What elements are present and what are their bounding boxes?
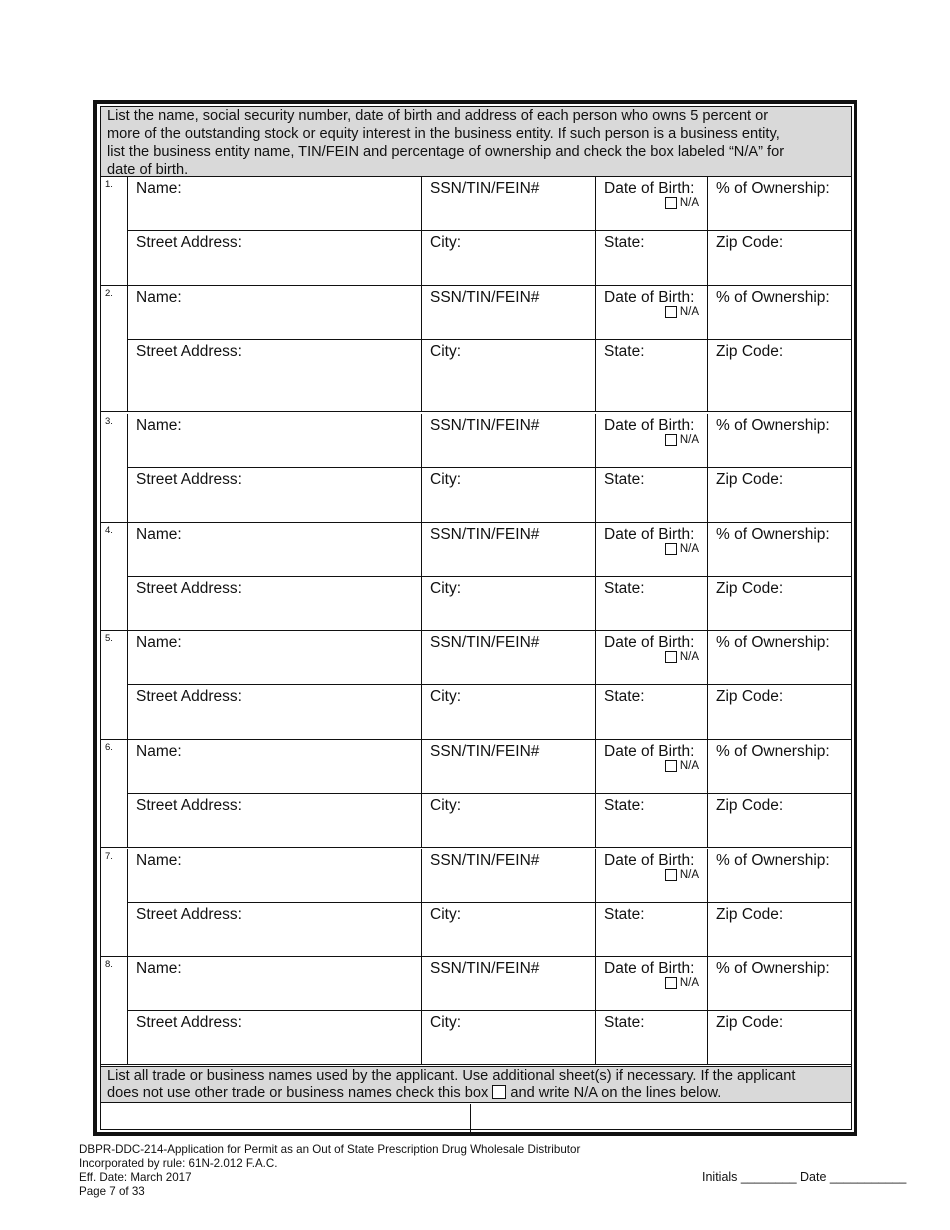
city-label: City:: [430, 906, 461, 923]
na-label: N/A: [679, 760, 699, 772]
name-field[interactable]: [127, 177, 421, 230]
owner-identity-row: [127, 286, 851, 340]
zip-field[interactable]: [707, 468, 851, 522]
initials-date-line: Initials ________ Date ___________: [702, 1170, 907, 1184]
na-checkbox[interactable]: [665, 197, 677, 209]
zip-label: Zip Code:: [716, 580, 784, 597]
zip-label: Zip Code:: [716, 688, 784, 705]
name-label: Name:: [136, 289, 182, 306]
city-field[interactable]: [421, 577, 595, 630]
name-field[interactable]: [127, 957, 421, 1010]
state-field[interactable]: [595, 903, 707, 956]
name-field[interactable]: [127, 286, 421, 339]
zip-label: Zip Code:: [716, 471, 784, 488]
city-field[interactable]: [421, 685, 595, 739]
dob-label: Date of Birth:: [604, 852, 695, 869]
state-label: State:: [604, 580, 645, 597]
entry-number-cell: [101, 286, 127, 412]
state-label: State:: [604, 797, 645, 814]
ssn-label: SSN/TIN/FEIN#: [430, 417, 540, 434]
dob-label: Date of Birth:: [604, 417, 695, 434]
state-field[interactable]: [595, 577, 707, 630]
owner-address-row: [127, 577, 851, 631]
entry-number: 4.: [105, 525, 113, 536]
dob-field[interactable]: [595, 523, 707, 576]
rule-reference: Incorporated by rule: 61N-2.012 F.A.C.: [79, 1157, 278, 1170]
zip-label: Zip Code:: [716, 343, 784, 360]
owner-identity-row: [127, 414, 851, 468]
na-label: N/A: [679, 306, 699, 318]
na-checkbox[interactable]: [665, 760, 677, 772]
owner-address-row: [127, 903, 851, 957]
ownership-field[interactable]: [707, 414, 851, 467]
trade-names-instructions: [101, 1066, 851, 1103]
ownership-label: % of Ownership:: [716, 743, 830, 760]
zip-field[interactable]: [707, 794, 851, 847]
name-field[interactable]: [127, 849, 421, 902]
ownership-field[interactable]: [707, 957, 851, 1010]
dob-label: Date of Birth:: [604, 289, 695, 306]
state-label: State:: [604, 234, 645, 251]
na-option[interactable]: [665, 434, 699, 446]
na-checkbox[interactable]: [665, 977, 677, 989]
ownership-form: [93, 100, 857, 1136]
entry-number: 1.: [105, 179, 113, 190]
na-checkbox[interactable]: [665, 869, 677, 881]
trade-line-2-end: and write N/A on the lines below.: [510, 1085, 722, 1101]
city-label: City:: [430, 688, 461, 705]
na-checkbox[interactable]: [665, 651, 677, 663]
state-label: State:: [604, 343, 645, 360]
name-label: Name:: [136, 417, 182, 434]
ssn-label: SSN/TIN/FEIN#: [430, 289, 540, 306]
ssn-field[interactable]: [421, 177, 595, 230]
owner-identity-row: [127, 177, 851, 231]
dob-field[interactable]: [595, 414, 707, 467]
street-field[interactable]: [127, 903, 421, 956]
owner-address-row: [127, 231, 851, 286]
na-checkbox[interactable]: [665, 306, 677, 318]
zip-label: Zip Code:: [716, 797, 784, 814]
state-field[interactable]: [595, 1011, 707, 1064]
ssn-field[interactable]: [421, 740, 595, 793]
trade-line-2-start: does not use other trade or business names check this box: [107, 1085, 489, 1101]
owner-identity-row: [127, 957, 851, 1011]
ownership-field[interactable]: [707, 177, 851, 230]
zip-field[interactable]: [707, 1011, 851, 1064]
city-label: City:: [430, 471, 461, 488]
state-field[interactable]: [595, 340, 707, 411]
entry-number: 5.: [105, 633, 113, 644]
street-label: Street Address:: [136, 343, 242, 360]
owner-address-row: [127, 794, 851, 848]
ownership-label: % of Ownership:: [716, 526, 830, 543]
entry-number-cell: [101, 177, 127, 286]
zip-field[interactable]: [707, 903, 851, 956]
dob-field[interactable]: [595, 957, 707, 1010]
name-field[interactable]: [127, 523, 421, 576]
ownership-label: % of Ownership:: [716, 180, 830, 197]
state-label: State:: [604, 906, 645, 923]
instruction-line: date of birth.: [107, 162, 189, 178]
na-checkbox[interactable]: [665, 543, 677, 555]
na-option[interactable]: [665, 869, 699, 881]
zip-field[interactable]: [707, 685, 851, 739]
city-label: City:: [430, 343, 461, 360]
dob-field[interactable]: [595, 849, 707, 902]
dob-field[interactable]: [595, 631, 707, 684]
zip-label: Zip Code:: [716, 1014, 784, 1031]
dob-field[interactable]: [595, 177, 707, 230]
zip-field[interactable]: [707, 231, 851, 285]
zip-label: Zip Code:: [716, 234, 784, 251]
instruction-line: more of the outstanding stock or equity interest in the business entity. If such person is a business entity,: [107, 126, 780, 142]
na-label: N/A: [679, 434, 699, 446]
ssn-field[interactable]: [421, 631, 595, 684]
page-number: Page 7 of 33: [79, 1185, 145, 1198]
city-field[interactable]: [421, 903, 595, 956]
entry-number: 2.: [105, 288, 113, 299]
ownership-instructions: [101, 107, 851, 177]
dob-label: Date of Birth:: [604, 743, 695, 760]
zip-field[interactable]: [707, 577, 851, 630]
street-label: Street Address:: [136, 797, 242, 814]
na-label: N/A: [679, 543, 699, 555]
owner-address-row: [127, 1011, 851, 1065]
name-label: Name:: [136, 634, 182, 651]
na-option[interactable]: [665, 977, 699, 989]
street-field[interactable]: [127, 1011, 421, 1064]
state-label: State:: [604, 688, 645, 705]
entry-number-cell: [101, 414, 127, 523]
ownership-field[interactable]: [707, 849, 851, 902]
na-label: N/A: [679, 197, 699, 209]
city-label: City:: [430, 797, 461, 814]
city-label: City:: [430, 234, 461, 251]
ssn-field[interactable]: [421, 957, 595, 1010]
trade-name-field-1[interactable]: [101, 1104, 471, 1136]
na-option[interactable]: [665, 543, 699, 555]
dob-field[interactable]: [595, 740, 707, 793]
owner-address-row: [127, 468, 851, 523]
ownership-field[interactable]: [707, 286, 851, 339]
dob-label: Date of Birth:: [604, 526, 695, 543]
dob-label: Date of Birth:: [604, 180, 695, 197]
trade-name-field-2[interactable]: [471, 1104, 851, 1136]
city-field[interactable]: [421, 340, 595, 411]
street-field[interactable]: [127, 685, 421, 739]
entry-number-cell: [101, 523, 127, 631]
name-label: Name:: [136, 743, 182, 760]
owner-address-row: [127, 685, 851, 740]
owner-identity-row: [127, 523, 851, 577]
trade-line-1: List all trade or business names used by the applicant. Use additional sheet(s) if necessary. If the applicant: [107, 1068, 796, 1084]
name-label: Name:: [136, 960, 182, 977]
name-label: Name:: [136, 180, 182, 197]
city-field[interactable]: [421, 231, 595, 285]
ssn-label: SSN/TIN/FEIN#: [430, 180, 540, 197]
state-field[interactable]: [595, 794, 707, 847]
form-inner: [100, 106, 852, 1130]
entry-number-cell: [101, 631, 127, 740]
ownership-label: % of Ownership:: [716, 634, 830, 651]
ssn-field[interactable]: [421, 286, 595, 339]
na-option[interactable]: [665, 306, 699, 318]
entry-number: 8.: [105, 959, 113, 970]
ssn-label: SSN/TIN/FEIN#: [430, 852, 540, 869]
entry-number: 7.: [105, 851, 113, 862]
state-field[interactable]: [595, 468, 707, 522]
na-label: N/A: [679, 869, 699, 881]
na-checkbox[interactable]: [665, 434, 677, 446]
entry-number: 6.: [105, 742, 113, 753]
city-field[interactable]: [421, 468, 595, 522]
ssn-field[interactable]: [421, 414, 595, 467]
name-label: Name:: [136, 852, 182, 869]
dob-label: Date of Birth:: [604, 634, 695, 651]
name-field[interactable]: [127, 740, 421, 793]
entry-number: 3.: [105, 416, 113, 427]
city-label: City:: [430, 1014, 461, 1031]
city-label: City:: [430, 580, 461, 597]
ssn-label: SSN/TIN/FEIN#: [430, 743, 540, 760]
instruction-line: list the business entity name, TIN/FEIN and percentage of ownership and check the box labeled “N/A” for: [107, 144, 785, 160]
name-field[interactable]: [127, 414, 421, 467]
na-option[interactable]: [665, 651, 699, 663]
state-label: State:: [604, 471, 645, 488]
name-field[interactable]: [127, 631, 421, 684]
na-label: N/A: [679, 651, 699, 663]
ownership-label: % of Ownership:: [716, 417, 830, 434]
street-label: Street Address:: [136, 688, 242, 705]
street-label: Street Address:: [136, 580, 242, 597]
ownership-field[interactable]: [707, 740, 851, 793]
street-field[interactable]: [127, 577, 421, 630]
instruction-line: List the name, social security number, date of birth and address of each person who owns 5 percent or: [107, 108, 769, 124]
street-label: Street Address:: [136, 234, 242, 251]
owner-identity-row: [127, 631, 851, 685]
page-footer: [79, 1143, 580, 1199]
zip-label: Zip Code:: [716, 906, 784, 923]
ssn-label: SSN/TIN/FEIN#: [430, 634, 540, 651]
state-label: State:: [604, 1014, 645, 1031]
na-option[interactable]: [665, 197, 699, 209]
ssn-label: SSN/TIN/FEIN#: [430, 960, 540, 977]
ownership-label: % of Ownership:: [716, 960, 830, 977]
ssn-field[interactable]: [421, 849, 595, 902]
owner-address-row: [127, 340, 851, 412]
entry-number-cell: [101, 849, 127, 957]
owner-identity-row: [127, 740, 851, 794]
street-field[interactable]: [127, 340, 421, 411]
street-label: Street Address:: [136, 906, 242, 923]
city-field[interactable]: [421, 1011, 595, 1064]
entry-number-cell: [101, 957, 127, 1065]
owner-identity-row: [127, 849, 851, 903]
ownership-field[interactable]: [707, 523, 851, 576]
na-label: N/A: [679, 977, 699, 989]
entry-number-cell: [101, 740, 127, 848]
ssn-field[interactable]: [421, 523, 595, 576]
no-trade-names-checkbox[interactable]: [492, 1085, 506, 1099]
street-label: Street Address:: [136, 471, 242, 488]
street-field[interactable]: [127, 231, 421, 285]
street-label: Street Address:: [136, 1014, 242, 1031]
effective-date: Eff. Date: March 2017: [79, 1171, 192, 1184]
ownership-label: % of Ownership:: [716, 852, 830, 869]
zip-field[interactable]: [707, 340, 851, 411]
ssn-label: SSN/TIN/FEIN#: [430, 526, 540, 543]
ownership-field[interactable]: [707, 631, 851, 684]
name-label: Name:: [136, 526, 182, 543]
street-field[interactable]: [127, 468, 421, 522]
na-option[interactable]: [665, 760, 699, 772]
ownership-label: % of Ownership:: [716, 289, 830, 306]
state-field[interactable]: [595, 685, 707, 739]
state-field[interactable]: [595, 231, 707, 285]
city-field[interactable]: [421, 794, 595, 847]
street-field[interactable]: [127, 794, 421, 847]
form-title: DBPR-DDC-214-Application for Permit as an Out of State Prescription Drug Wholesale Distributor: [79, 1143, 581, 1156]
dob-field[interactable]: [595, 286, 707, 339]
dob-label: Date of Birth:: [604, 960, 695, 977]
